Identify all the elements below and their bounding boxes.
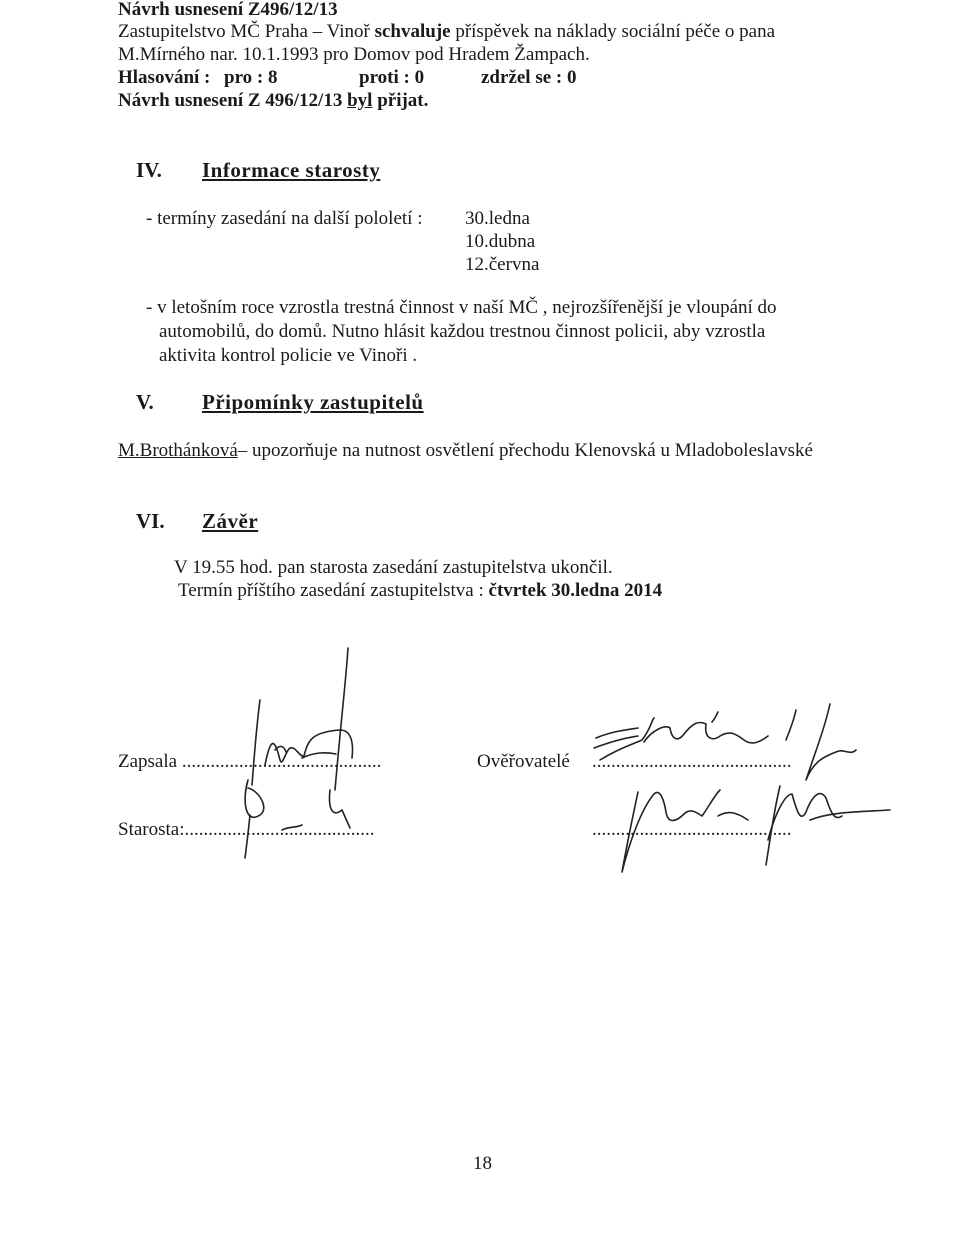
- resolution-line-1-start: Zastupitelstvo MČ Praha – Vinoř: [118, 21, 375, 42]
- vote-label: Hlasování :: [118, 67, 211, 88]
- next-meeting-line: [178, 579, 662, 603]
- remark-author: M.Brothánková: [118, 440, 238, 461]
- resolution-result-end: přijat.: [372, 90, 429, 111]
- section-6-heading: [136, 509, 258, 533]
- resolution-result-byl: byl: [347, 90, 373, 111]
- meeting-dates-label: - termíny zasedání na další pololetí :: [146, 208, 423, 229]
- resolution-verb: schvaluje: [374, 21, 451, 42]
- section-4-number: IV.: [136, 158, 162, 182]
- closing-line: V 19.55 hod. pan starosta zasedání zastupitelstva ukončil.: [174, 557, 613, 578]
- vote-pro: pro : 8: [224, 67, 278, 88]
- meeting-date-3: 12.června: [465, 254, 540, 275]
- zapsala-signature-line: Zapsala ..........................................: [118, 751, 382, 772]
- resolution-line-1: [118, 20, 775, 44]
- section-4-heading: [136, 158, 380, 182]
- overovatele-handwritten-signature: [580, 690, 900, 890]
- resolution-result: [118, 89, 428, 113]
- section-5-title: Připomínky zastupitelů: [202, 390, 424, 414]
- resolution-header: Návrh usnesení Z496/12/13: [118, 0, 338, 20]
- crime-info-paragraph: - v letošním roce vzrostla trestná činnost v naší MČ , nejrozšířenější je vloupání do automobilů, do domů. Nutno hlásit každou trestnou činnost policii, aby vzrostla aktivita kontrol policie ve Vinoři .: [146, 297, 777, 366]
- resolution-result-start: Návrh usnesení Z 496/12/13: [118, 90, 348, 111]
- page-number: 18: [473, 1153, 492, 1174]
- vote-proti: proti : 0: [359, 67, 425, 88]
- next-meeting-label: Termín příštího zasedání zastupitelstva :: [178, 580, 489, 601]
- resolution-line-1-end: příspěvek na náklady sociální péče o pana: [450, 21, 776, 42]
- overovatele-label: Ověřovatelé: [477, 751, 570, 772]
- vote-zdrzel: zdržel se : 0: [481, 67, 577, 88]
- section-6-number: VI.: [136, 509, 165, 533]
- section-5-heading: [136, 390, 424, 414]
- section-5-number: V.: [136, 390, 154, 414]
- remark-text: – upozorňuje na nutnost osvětlení přechodu Klenovská u Mladoboleslavské: [237, 440, 813, 461]
- zapsala-handwritten-signature: [220, 640, 400, 860]
- meeting-date-2: 10.dubna: [465, 231, 536, 252]
- starosta-right-signature-line: ..........................................: [592, 819, 792, 840]
- council-remark: [118, 439, 813, 463]
- starosta-signature-line: Starosta:........................................: [118, 819, 375, 840]
- next-meeting-date: čtvrtek 30.ledna 2014: [488, 580, 663, 601]
- section-4-title: Informace starosty: [202, 158, 381, 182]
- meeting-date-1: 30.ledna: [465, 208, 530, 229]
- resolution-line-2: M.Mírného nar. 10.1.1993 pro Domov pod Hradem Žampach.: [118, 44, 590, 65]
- section-6-title: Závěr: [202, 509, 259, 533]
- overovatele-signature-line: ..........................................: [592, 751, 792, 772]
